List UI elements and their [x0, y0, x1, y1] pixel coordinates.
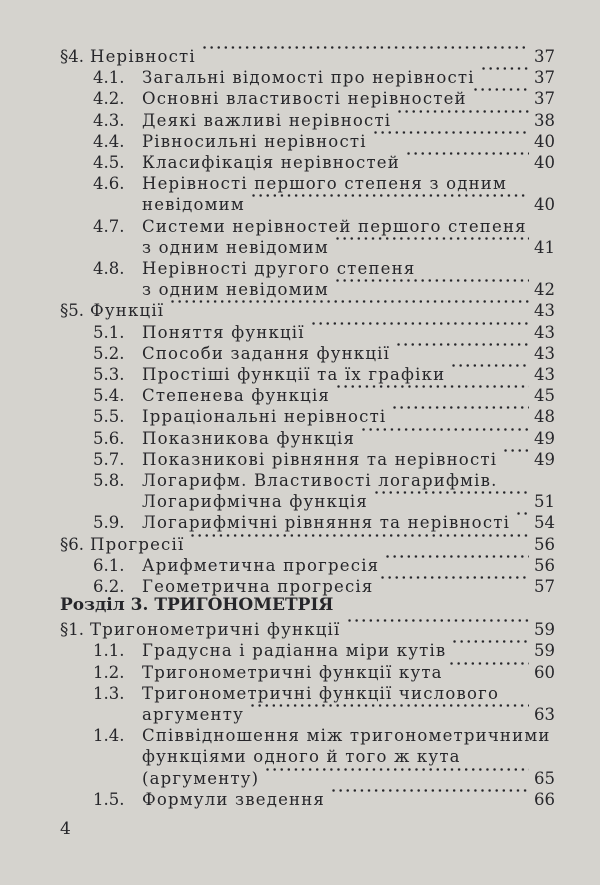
toc-title: Ірраціональні нерівності [142, 407, 387, 426]
page-number: 4 [60, 819, 71, 839]
toc-title-continuation: невідомим [142, 195, 245, 214]
leader-dots [396, 110, 529, 113]
toc-page: 37 [534, 89, 555, 108]
toc-page: 37 [534, 47, 555, 66]
toc-title: Нерівності першого степеня з одним [142, 174, 508, 193]
leader-dots [373, 491, 529, 494]
toc-page: 49 [534, 450, 555, 469]
toc-page: 40 [534, 195, 555, 214]
toc-item[interactable] [0, 152, 600, 174]
toc-number: §6. [60, 535, 84, 554]
toc-item[interactable] [0, 725, 600, 747]
toc-title: Способи задання функції [142, 344, 391, 363]
toc-section[interactable] [0, 46, 600, 68]
toc-page: 43 [534, 301, 555, 320]
toc-title: Загальні відомості про нерівності [142, 68, 475, 87]
toc-title: Поняття функції [142, 323, 305, 342]
toc-item-continuation [0, 704, 600, 726]
toc-number: §1. [60, 620, 84, 639]
toc-page: 59 [534, 641, 555, 660]
leader-dots [330, 789, 529, 792]
toc-title: Деякі важливі нерівності [142, 111, 392, 130]
toc-number: 5.1. [93, 323, 125, 342]
toc-item-continuation [0, 491, 600, 513]
toc-item[interactable] [0, 683, 600, 705]
toc-item[interactable] [0, 470, 600, 492]
toc-number: 4.4. [93, 132, 125, 151]
toc-number: 4.2. [93, 89, 125, 108]
toc-title: Арифметична прогресія [142, 556, 380, 575]
leader-dots [169, 300, 529, 303]
leader-dots [189, 534, 529, 537]
toc-title: Функції [90, 301, 165, 320]
toc-item[interactable] [0, 640, 600, 662]
toc-title-continuation: функціями одного й того ж кута [142, 747, 461, 766]
toc-title: Тригонометричні функції числового [142, 684, 500, 703]
toc-page: 63 [534, 705, 555, 724]
toc-number: 4.7. [93, 217, 125, 236]
leader-dots [384, 555, 529, 558]
toc-page: 42 [534, 280, 555, 299]
chapter-heading: Розділ 3. ТРИГОНОМЕТРІЯ [60, 595, 334, 615]
toc-number: 5.5. [93, 407, 125, 426]
toc-page: 48 [534, 407, 555, 426]
toc-number: 6.2. [93, 577, 125, 596]
toc-page: 54 [534, 513, 555, 532]
toc-number: 1.2. [93, 663, 125, 682]
toc-item[interactable] [0, 322, 600, 344]
toc-title: Логарифмічні рівняння та нерівності [142, 513, 511, 532]
toc-title: Системи нерівностей першого степеня [142, 217, 527, 236]
toc-page: 56 [534, 556, 555, 575]
leader-dots [249, 704, 529, 707]
leader-dots [335, 385, 529, 388]
toc-title: Степенева функція [142, 386, 331, 405]
leader-dots [450, 364, 529, 367]
leader-dots [372, 131, 529, 134]
toc-number: 4.5. [93, 153, 125, 172]
toc-page: 66 [534, 790, 555, 809]
toc-number: 1.3. [93, 684, 125, 703]
toc-title: Простіші функції та їх графіки [142, 365, 446, 384]
toc-page: 43 [534, 365, 555, 384]
toc-item-continuation [0, 746, 600, 768]
toc-number: 5.2. [93, 344, 125, 363]
toc-section[interactable] [0, 300, 600, 322]
toc-title: Тригонометричні функції [90, 620, 341, 639]
toc-title: Співвідношення між тригонометричними [142, 726, 551, 745]
toc-item[interactable] [0, 67, 600, 89]
toc-page: 59 [534, 620, 555, 639]
leader-dots [334, 237, 529, 240]
toc-number: 4.6. [93, 174, 125, 193]
toc-item[interactable] [0, 258, 600, 280]
toc-title-continuation: Логарифмічна функція [142, 492, 368, 511]
toc-item-continuation [0, 237, 600, 259]
toc-number: 1.4. [93, 726, 125, 745]
toc-item[interactable] [0, 364, 600, 386]
leader-dots [448, 662, 529, 665]
toc-page: 60 [534, 663, 555, 682]
toc-number: 5.9. [93, 513, 125, 532]
toc-title: Прогресії [90, 535, 185, 554]
toc-page: 43 [534, 323, 555, 342]
toc-page: 65 [534, 769, 555, 788]
toc-title-continuation: з одним невідомим [142, 238, 329, 257]
toc-number: 1.5. [93, 790, 125, 809]
toc-number: 4.3. [93, 111, 125, 130]
toc-item[interactable] [0, 343, 600, 365]
toc-item[interactable] [0, 385, 600, 407]
toc-title: Градусна і радіанна міри кутів [142, 641, 447, 660]
toc-number: 5.4. [93, 386, 125, 405]
toc-item[interactable] [0, 789, 600, 811]
toc-item[interactable] [0, 88, 600, 110]
toc-number: 6.1. [93, 556, 125, 575]
toc-item[interactable] [0, 131, 600, 153]
leader-dots [502, 449, 529, 452]
leader-dots [472, 88, 529, 91]
toc-item-continuation [0, 768, 600, 790]
toc-item[interactable] [0, 110, 600, 132]
toc-number: 1.1. [93, 641, 125, 660]
toc-number: 5.3. [93, 365, 125, 384]
toc-section[interactable] [0, 534, 600, 556]
toc-item-continuation [0, 279, 600, 301]
toc-item[interactable] [0, 662, 600, 684]
toc-page: 38 [534, 111, 555, 130]
toc-page: 57 [534, 577, 555, 596]
toc-page: 41 [534, 238, 555, 257]
toc-page: 43 [534, 344, 555, 363]
toc-title: Показникова функція [142, 429, 356, 448]
toc-item-continuation [0, 194, 600, 216]
toc-page: 51 [534, 492, 555, 511]
toc-title: Тригонометричні функції кута [142, 663, 443, 682]
leader-dots [391, 406, 529, 409]
toc-item[interactable] [0, 216, 600, 238]
toc-number: §5. [60, 301, 84, 320]
toc-page: 56 [534, 535, 555, 554]
toc-page: 45 [534, 386, 555, 405]
toc-item[interactable] [0, 428, 600, 450]
toc-item[interactable] [0, 449, 600, 471]
leader-dots [451, 640, 529, 643]
toc-number: 4.1. [93, 68, 125, 87]
leader-dots [201, 46, 529, 49]
toc-title-continuation: з одним невідомим [142, 280, 329, 299]
leader-dots [515, 512, 529, 515]
toc-title: Нерівності другого степеня [142, 259, 416, 278]
toc-number: §4. [60, 47, 84, 66]
toc-title: Формули зведення [142, 790, 326, 809]
toc-item[interactable] [0, 406, 600, 428]
toc-number: 4.8. [93, 259, 125, 278]
toc-number: 5.8. [93, 471, 125, 490]
toc-item[interactable] [0, 173, 600, 195]
leader-dots [334, 279, 529, 282]
toc-title: Основні властивості нерівностей [142, 89, 467, 108]
leader-dots [395, 343, 529, 346]
toc-number: 5.6. [93, 429, 125, 448]
leader-dots [264, 768, 529, 771]
leader-dots [250, 194, 529, 197]
toc-item[interactable] [0, 555, 600, 577]
toc-title: Логарифм. Властивості логарифмів. [142, 471, 498, 490]
leader-dots [379, 576, 530, 579]
toc-page: 37 [534, 68, 555, 87]
leader-dots [405, 152, 529, 155]
toc-number: 5.7. [93, 450, 125, 469]
leader-dots [346, 619, 530, 622]
toc-page: 49 [534, 429, 555, 448]
toc-title: Класифікація нерівностей [142, 153, 400, 172]
toc-page: 40 [534, 153, 555, 172]
toc-title: Рівносильні нерівності [142, 132, 367, 151]
toc-item[interactable] [0, 512, 600, 534]
toc-title: Показникові рівняння та нерівності [142, 450, 498, 469]
leader-dots [360, 428, 529, 431]
leader-dots [480, 67, 529, 70]
leader-dots [310, 322, 529, 325]
toc-title: Нерівності [90, 47, 196, 66]
toc-page: 40 [534, 132, 555, 151]
toc-title: Геометрична прогресія [142, 577, 374, 596]
toc-title-continuation: (аргументу) [142, 769, 260, 788]
toc-section[interactable] [0, 619, 600, 641]
toc-title-continuation: аргументу [142, 705, 244, 724]
